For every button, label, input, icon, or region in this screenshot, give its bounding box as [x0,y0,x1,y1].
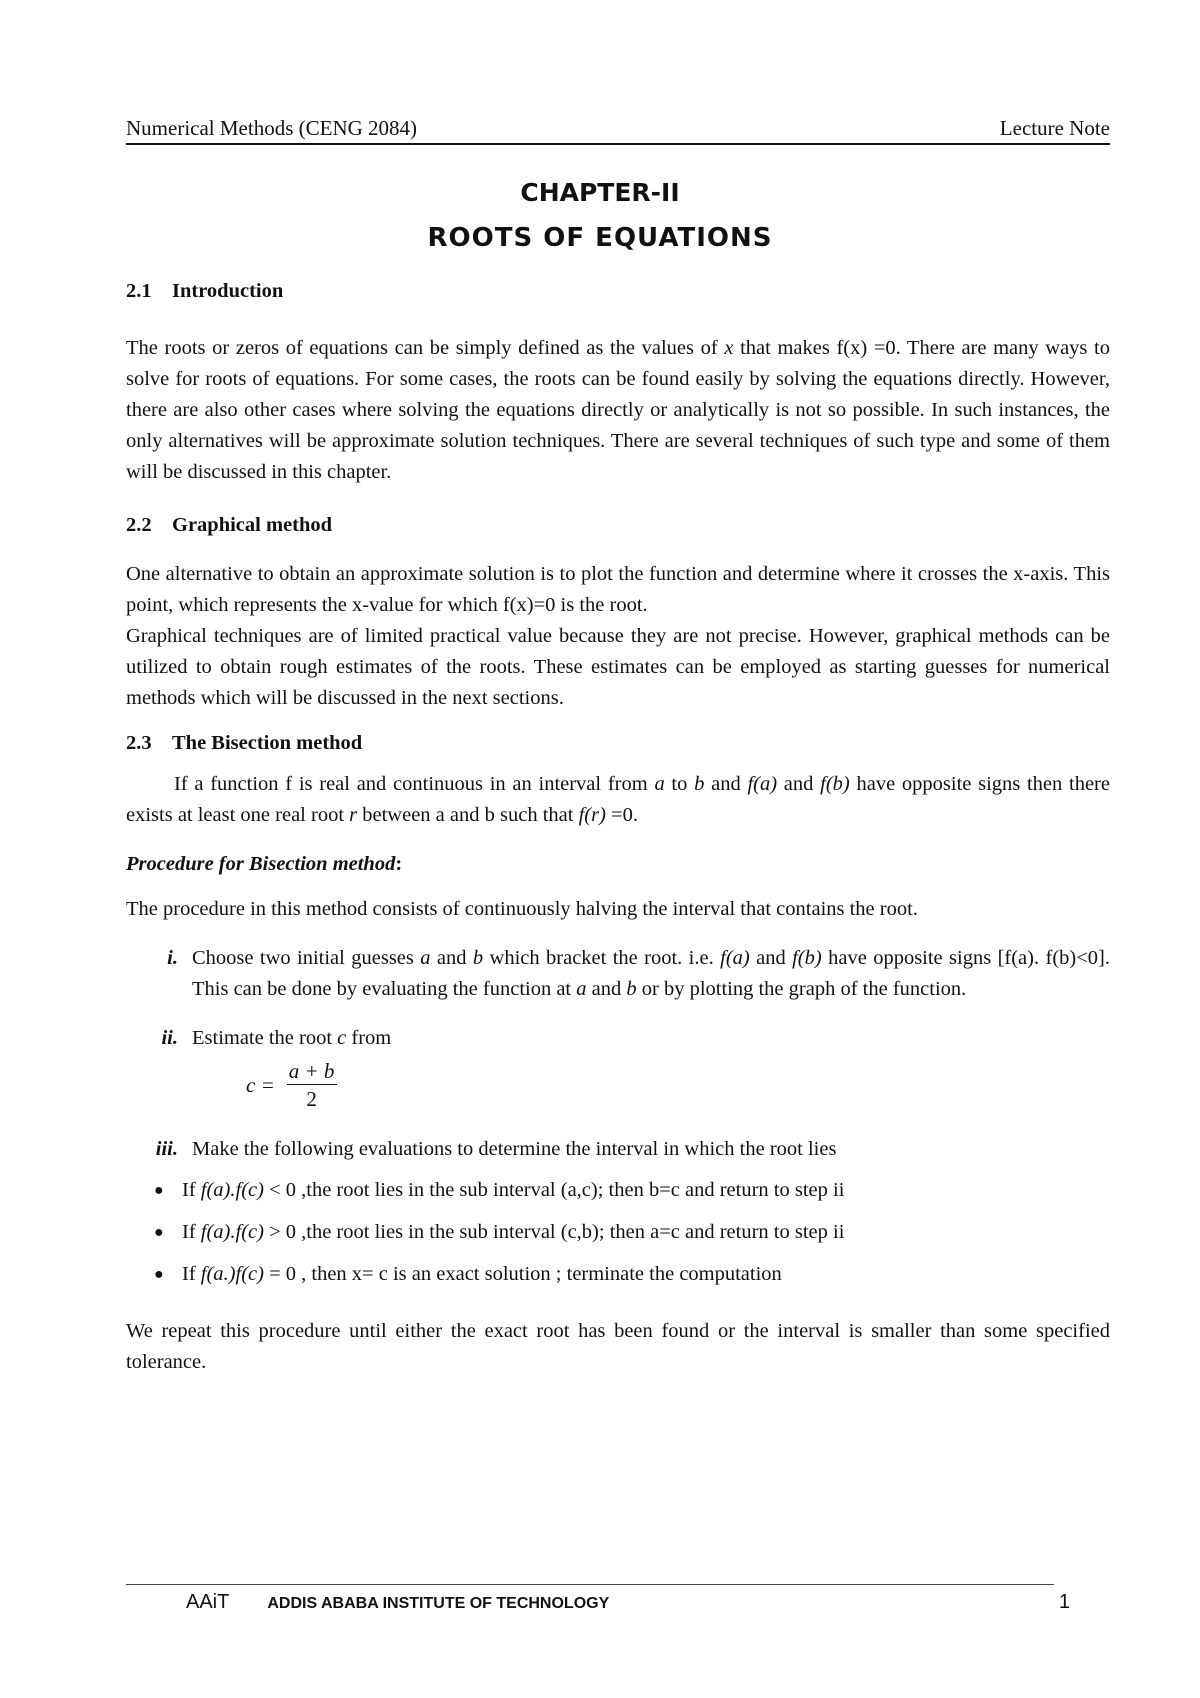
page-content [126,280,1110,1378]
text-run: and [777,773,821,795]
text-run: and [749,947,793,969]
denominator: 2 [306,1086,317,1111]
bullet-text [182,1217,844,1248]
formula-lhs: c = [246,1072,275,1097]
step-2 [126,1023,1110,1054]
procedure-heading-colon: : [395,853,403,875]
italic-var: b [472,947,484,969]
text-run: from [346,1027,392,1049]
note-type: Lecture Note [999,116,1110,140]
footer-institute: ADDIS ABABA INSTITUTE OF TECHNOLOGY [267,1595,610,1612]
graphical-paragraph-1: One alternative to obtain an approximate solution is to plot the function and determine where it crosses the x-axis. This point, which represents the x-value for which f(x)=0 is the root. [126,563,1110,616]
italic-var: f(a).f(c) [200,1221,264,1243]
italic-var: f(a) [720,947,750,969]
italic-var: a [420,947,431,969]
italic-var: c [337,1027,347,1049]
text-run: Choose two initial guesses [192,947,421,969]
footer-abbreviation: AAiT [186,1591,230,1613]
section-heading-introduction [126,280,1110,303]
chapter-title: CHAPTER-II [520,178,680,207]
section-title: Introduction [172,280,284,302]
page-header [126,116,1110,145]
graphical-paragraph-2: Graphical techniques are of limited practical value because they are not precise. However, graphical methods can be utilized to obtain rough estimates of the roots. These estimates can be employed as starting guesses for numerical methods which will be discussed in the next sections. [126,625,1110,709]
italic-var: a [576,978,587,1000]
text-run: If [182,1263,201,1285]
fraction [285,1058,339,1113]
text-run: have opposite signs [f(a). f(b)<0]. This can be done by evaluating the function at [192,947,1110,1000]
closing-paragraph: We repeat this procedure until either the exact root has been found or the interval is smaller than some specified tolerance. [126,1320,1110,1373]
italic-var: x [724,337,734,359]
page-footer [126,1591,1070,1614]
text-run: have opposite signs then there exists at least one real root [126,773,1110,826]
procedure-heading [126,849,1110,880]
text-run: < 0 ,the root lies in the sub interval (a,c); then b=c and return to step ii [263,1179,845,1201]
text-run: or by plotting the graph of the function. [636,978,967,1000]
procedure-intro: The procedure in this method consists of continuously halving the interval that contains the root. [126,898,918,920]
text-run: If a function f is real and continuous in an interval from [174,773,655,795]
section-number: 2.2 [126,514,152,536]
midpoint-formula [246,1054,1110,1116]
bullet-item [126,1259,1110,1290]
section-number: 2.3 [126,732,152,754]
text-run: The roots or zeros of equations can be simply defined as the values of [126,337,725,359]
section-title: Graphical method [172,514,333,536]
section-heading-bisection [126,732,1110,755]
step-text [192,1023,1110,1054]
step-1 [126,943,1110,1005]
numerator: a + b [288,1058,335,1083]
step-text [192,943,1110,1005]
step-text: Make the following evaluations to determine the interval in which the root lies [192,1138,837,1160]
text-run: If [182,1221,201,1243]
text-run: If [182,1179,201,1201]
italic-var: f(a).f(c) [200,1179,264,1201]
bullet-text [182,1175,844,1206]
course-title: Numerical Methods (CENG 2084) [126,116,418,140]
bullet-item [126,1217,1110,1248]
text-run: Estimate the root [192,1027,338,1049]
text-run: that makes f(x) =0. There are many ways to solve for roots of equations. For some cases, the roots can be found easily by solving the equations directly. However, there are also other cases where solving the equations directly or analytically is not so possible. In such instances, the only alternatives will be approximate solution techniques. There are several techniques of such type and some of them will be discussed in this chapter. [126,337,1110,483]
procedure-steps [126,943,1110,1290]
text-run: =0. [605,804,638,826]
text-run: between a and b such that [357,804,579,826]
bullet-icon: ● [154,1224,164,1241]
procedure-heading-text: Procedure for Bisection method [126,853,396,875]
text-run: > 0 ,the root lies in the sub interval (c,b); then a=c and return to step ii [263,1221,845,1243]
page-number: 1 [1058,1591,1070,1613]
italic-var: b [626,978,637,1000]
italic-var: f(a) [747,773,778,795]
italic-var: f(r) [578,804,606,826]
italic-var: b [694,773,705,795]
footer-divider [126,1584,1054,1585]
bisection-paragraph [126,769,1110,831]
italic-var: f(b) [820,773,850,795]
step-number: i. [167,947,178,969]
step-3 [126,1134,1110,1165]
step-number: iii. [155,1138,178,1160]
intro-paragraph [126,333,1110,488]
italic-var: a [654,773,665,795]
text-run: = 0 , then x= c is an exact solution ; terminate the computation [263,1263,782,1285]
section-heading-graphical [126,514,1110,537]
text-run: and [430,947,473,969]
chapter-subtitle: ROOTS OF EQUATIONS [427,223,773,253]
section-title: The Bisection method [172,732,363,754]
text-run: to [664,773,695,795]
italic-var: f(a.)f(c) [200,1263,264,1285]
section-number: 2.1 [126,280,152,302]
italic-var: r [349,804,358,826]
italic-var: f(b) [792,947,822,969]
text-run: which bracket the root. i.e. [483,947,721,969]
text-run: and [586,978,627,1000]
step-number: ii. [161,1027,178,1049]
bullet-text [182,1259,782,1290]
text-run: and [704,773,748,795]
bullet-item [126,1175,1110,1206]
bullet-icon: ● [154,1266,164,1283]
bullet-icon: ● [154,1182,164,1199]
